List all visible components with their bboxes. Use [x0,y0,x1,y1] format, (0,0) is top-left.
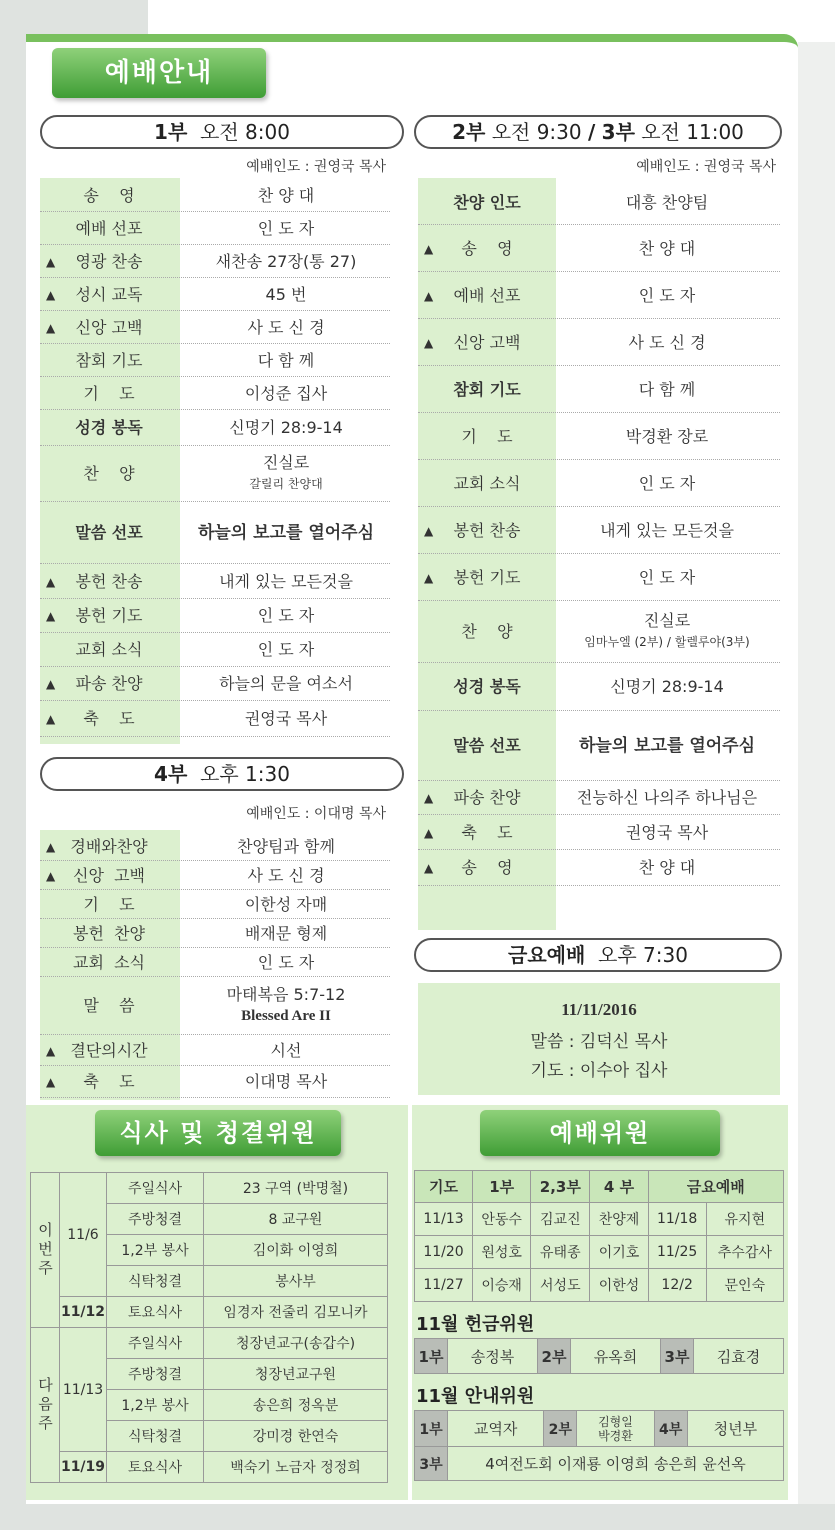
friday-sermon: 말씀 : 김덕신 목사 [530,1032,668,1052]
order-value: 이성준 집사 [244,383,328,403]
committee-cell: 김교진 [531,1203,590,1236]
order-marker-icon: ▲ [424,825,434,840]
meal-date: 11/13 [60,1328,107,1452]
committee-cell: 추수감사 [706,1236,783,1269]
committee-tab: 예배위원 [480,1110,720,1156]
committee-cell: 문인숙 [706,1269,783,1302]
order-marker-icon: ▲ [46,609,56,623]
committee-cell: 찬양제 [590,1203,648,1236]
order-row [40,599,390,633]
order-value: 다 함 께 [257,350,315,370]
usher-cell: 2부 [544,1411,577,1447]
order-row [40,410,390,446]
usher-cell: 4여전도회 이재룡 이영희 송은희 윤선옥 [448,1447,784,1481]
meal-role: 1,2부 봉사 [107,1235,204,1266]
order-subvalue: Blessed Are II [241,1008,331,1024]
order-row [40,1066,390,1098]
order-row [418,507,780,554]
order-row [418,272,780,319]
service3-time: 오전 11:00 [641,120,744,144]
top-strip-gray [0,0,148,34]
meal-role: 1,2부 봉사 [107,1390,204,1421]
usher-cell [577,1411,654,1447]
committee-cell: 유지현 [706,1203,783,1236]
order-row [418,554,780,601]
order-label: 기 도 [83,894,135,914]
order-value: 인 도 자 [638,567,696,587]
committee-cell: 서성도 [531,1269,590,1302]
usher-cell: 청년부 [687,1411,783,1447]
usher-name: 박경환 [598,1428,633,1443]
order-value: 내게 있는 모든것을 [219,571,353,591]
meal-date: 11/19 [60,1452,107,1483]
offering-title: 11월 헌금위원 [416,1314,535,1335]
order-row [40,377,390,410]
meal-assignee: 8 교구원 [204,1204,388,1235]
order-label: 예배 선포 [75,218,143,238]
order-value: 전능하신 나의주 하나님은 [576,788,758,807]
order-marker-icon: ▲ [46,1075,56,1089]
meal-assignee: 봉사부 [204,1266,388,1297]
meal-role: 식탁청결 [107,1421,204,1452]
meal-table [30,1172,388,1483]
order-marker-icon: ▲ [424,288,434,303]
order-row [418,319,780,366]
offering-cell: 3부 [661,1339,694,1374]
meal-assignee: 청장년교구(송갑수) [204,1328,388,1359]
order-row [418,601,780,663]
order-row [418,413,780,460]
order-marker-icon: ▲ [46,320,56,335]
order-row [418,366,780,413]
order-marker-icon: ▲ [424,791,434,805]
service3-name: 3부 [601,120,635,144]
order-label: 성시 교독 [75,284,143,304]
order-label: 신앙 고백 [73,865,145,885]
order-value: 마태복음 5:7-12 [226,985,346,1004]
order-row [40,311,390,344]
meal-assignee: 백숙기 노금자 정정희 [204,1452,388,1483]
meal-role: 주방청결 [107,1204,204,1235]
order-value: 박경환 장로 [625,426,709,446]
service1-leader: 예배인도 : 권영국 목사 [246,159,386,175]
order-value: 진실로 [262,453,310,472]
committee-cell: 11/27 [415,1269,473,1302]
week-label: 이번주 [31,1173,60,1328]
meal-assignee: 김이화 이영희 [204,1235,388,1266]
order-label: 봉헌 찬송 [75,571,143,591]
order-row [40,633,390,667]
committee-cell: 11/18 [648,1203,706,1236]
order-value: 사 도 신 경 [247,317,325,337]
meal-role: 토요식사 [107,1297,204,1328]
service4-leader: 예배인도 : 이대명 목사 [246,806,386,822]
order-value: 새찬송 27장(통 27) [215,251,357,271]
committee-cell: 11/20 [415,1236,473,1269]
order-value: 45 번 [265,284,307,304]
meal-assignee: 강미경 한연숙 [204,1421,388,1452]
committee-cell: 12/2 [648,1269,706,1302]
offering-cell: 송정복 [448,1339,538,1374]
offering-cell: 2부 [538,1339,571,1374]
offering-cell: 1부 [415,1339,448,1374]
committee-header: 기도 [415,1171,473,1203]
committee-cell: 안동수 [473,1203,531,1236]
meal-row [31,1328,388,1359]
order-value: 하늘의 보고를 열어주심 [197,523,375,543]
usher-cell: 교역자 [448,1411,544,1447]
order-row [40,667,390,701]
friday-prayer: 기도 : 이수아 집사 [530,1061,668,1081]
order-label: 봉헌 찬양 [73,923,145,943]
order-label: 영광 찬송 [75,251,143,271]
order-row [40,446,390,502]
meal-row [31,1297,388,1328]
offering-cell: 유옥희 [571,1339,661,1374]
left-sidebar [0,34,26,1504]
order-label: 신앙 고백 [453,332,521,352]
order-value: 찬 양 대 [638,238,696,258]
order-row [40,1035,390,1066]
order-row [40,180,390,212]
committee-cell: 이승재 [473,1269,531,1302]
order-label: 송 영 [461,238,513,258]
usher-title: 11월 안내위원 [416,1386,535,1407]
order-label: 기 도 [461,426,513,446]
order-marker-icon: ▲ [424,241,434,256]
order-marker-icon: ▲ [424,335,434,350]
order-label: 송 영 [83,186,135,205]
meal-date: 11/12 [60,1297,107,1328]
meal-assignee: 송은희 정옥분 [204,1390,388,1421]
usher-cell: 4부 [654,1411,687,1447]
committee-cell: 11/13 [415,1203,473,1236]
order-value: 내게 있는 모든것을 [600,520,734,540]
order-value: 인 도 자 [257,606,315,625]
order-label: 말씀 선포 [75,523,143,542]
order-label: 송 영 [461,858,513,877]
order-label: 경배와찬양 [70,836,148,856]
order-label: 기 도 [83,383,135,403]
committee-cell: 유태종 [531,1236,590,1269]
order-label: 축 도 [83,709,135,728]
order-marker-icon: ▲ [46,712,56,726]
order-value: 찬 양 대 [257,186,315,205]
order-label: 참회 기도 [75,350,143,370]
order-row [40,344,390,377]
meal-role: 주일식사 [107,1328,204,1359]
service23-header [414,115,782,149]
order-value: 사 도 신 경 [628,332,706,352]
top-strip [0,0,835,34]
meal-assignee: 23 구역 (박명철) [204,1173,388,1204]
order-value: 인 도 자 [257,640,315,659]
committee-table [414,1170,784,1302]
meal-role: 주방청결 [107,1359,204,1390]
order-row [40,919,390,948]
friday-header [414,938,782,972]
order-label: 성경 봉독 [453,677,521,696]
order-label: 찬 양 [461,622,513,641]
order-value: 시선 [270,1040,302,1060]
service1-name: 1부 [154,120,188,144]
meal-role: 토요식사 [107,1452,204,1483]
service1-header [40,115,404,149]
meal-row [31,1452,388,1483]
order-label: 찬 양 [83,464,135,483]
order-label: 찬양 인도 [453,192,521,212]
order-row [40,212,390,245]
usher-name: 김형일 [598,1414,633,1429]
order-value: 권영국 목사 [625,822,709,842]
order-marker-icon: ▲ [46,868,56,883]
committee-cell: 11/25 [648,1236,706,1269]
order-label: 파송 찬양 [75,674,143,693]
friday-name: 금요예배 [508,943,586,967]
service4-header [40,757,404,791]
order-row [40,977,390,1035]
committee-row [415,1269,784,1302]
committee-header-row [415,1171,784,1203]
order-label: 교회 소식 [75,640,143,659]
order-row [40,948,390,977]
order-row [418,781,780,815]
order-label: 축 도 [461,822,513,842]
order-subvalue: 임마누엘 (2부) / 할렐루야(3부) [584,635,750,649]
order-label: 봉헌 기도 [75,606,143,625]
service2-time: 오전 9:30 [491,120,582,144]
service23-leader: 예배인도 : 권영국 목사 [636,159,776,175]
order-value: 찬 양 대 [638,858,696,877]
order-value: 하늘의 문을 여소서 [219,674,353,693]
order-subvalue: 갈릴리 찬양대 [249,477,323,491]
order-row [418,225,780,272]
service4-name: 4부 [154,762,188,786]
order-label: 말씀 선포 [453,736,521,755]
order-label: 봉헌 찬송 [453,520,521,540]
committee-header: 금요예배 [648,1171,783,1203]
order-value: 하늘의 보고를 열어주심 [578,736,756,756]
row-divider [418,885,780,886]
committee-header: 2,3부 [531,1171,590,1203]
order-row [418,180,780,225]
committee-cell: 원성호 [473,1236,531,1269]
row-divider [40,1097,390,1098]
order-label: 축 도 [83,1072,135,1091]
offering-table [414,1338,784,1374]
offering-row [415,1339,784,1374]
meal-cleaning-tab: 식사 및 청결위원 [95,1110,341,1156]
committee-cell: 이한성 [590,1269,648,1302]
service2-name: 2부 [452,120,486,144]
week-label: 다음주 [31,1328,60,1483]
meal-assignee: 청장년교구원 [204,1359,388,1390]
order-value: 인 도 자 [257,218,315,238]
service4-time: 오후 1:30 [200,762,290,786]
order-value: 권영국 목사 [244,709,328,728]
order-marker-icon: ▲ [46,574,56,589]
order-value: 배재문 형제 [244,923,328,943]
service-slash: / [587,120,596,144]
order-value: 신명기 28:9-14 [229,418,343,437]
service1-time: 오전 8:00 [200,120,290,144]
committee-row [415,1203,784,1236]
right-gap [798,42,835,1504]
order-label: 참회 기도 [453,379,521,399]
order-marker-icon: ▲ [46,1043,56,1058]
order-row [418,815,780,850]
order-marker-icon: ▲ [424,861,434,875]
offering-cell: 김효경 [694,1339,784,1374]
order-row [418,850,780,886]
order-value: 이한성 자매 [244,894,328,914]
order-marker-icon: ▲ [46,254,56,269]
order-marker-icon: ▲ [46,287,56,302]
order-row [40,701,390,737]
order-row [40,890,390,919]
order-label: 결단의시간 [70,1040,148,1060]
order-marker-icon: ▲ [424,523,434,538]
committee-cell: 이기호 [590,1236,648,1269]
order-label: 성경 봉독 [75,418,143,437]
order-label: 봉헌 기도 [453,567,521,587]
usher-table [414,1410,784,1481]
order-row [40,564,390,599]
order-row [40,502,390,564]
usher-row [415,1447,784,1481]
order-value: 찬양팀과 함께 [237,836,335,856]
order-value: 인 도 자 [638,285,696,305]
order-value: 진실로 [643,611,691,630]
row-divider [40,736,390,737]
order-label: 교회 소식 [73,952,145,972]
friday-date: 11/11/2016 [561,1000,637,1019]
worship-guide-tab: 예배안내 [52,48,266,98]
usher-cell: 1부 [415,1411,448,1447]
committee-header: 1부 [473,1171,531,1203]
order-value: 다 함 께 [638,379,696,399]
meal-assignee: 임경자 전줄리 김모니카 [204,1297,388,1328]
order-row [40,832,390,861]
order-label: 파송 찬양 [453,788,521,807]
order-row [418,663,780,711]
meal-date: 11/6 [60,1173,107,1297]
committee-row [415,1236,784,1269]
order-marker-icon: ▲ [46,677,56,691]
meal-row [31,1173,388,1204]
order-marker-icon: ▲ [424,570,434,585]
order-label: 교회 소식 [453,473,521,493]
order-label: 말 씀 [83,996,135,1015]
usher-cell: 3부 [415,1447,448,1481]
meal-role: 식탁청결 [107,1266,204,1297]
order-value: 인 도 자 [257,952,315,972]
order-value: 이대명 목사 [244,1072,328,1091]
order-label: 예배 선포 [453,285,521,305]
order-row [418,711,780,781]
friday-time: 오후 7:30 [598,943,688,967]
order-label: 신앙 고백 [75,317,143,337]
meal-role: 주일식사 [107,1173,204,1204]
bottom-strip [0,1504,835,1530]
order-row [418,460,780,507]
usher-row [415,1411,784,1447]
order-value: 대흥 찬양팀 [625,192,709,212]
order-value: 신명기 28:9-14 [610,677,724,696]
committee-header: 4 부 [590,1171,648,1203]
order-row [40,278,390,311]
order-value: 사 도 신 경 [247,865,325,885]
order-row [40,245,390,278]
order-marker-icon: ▲ [46,839,56,854]
order-row [40,861,390,890]
order-value: 인 도 자 [638,473,696,493]
